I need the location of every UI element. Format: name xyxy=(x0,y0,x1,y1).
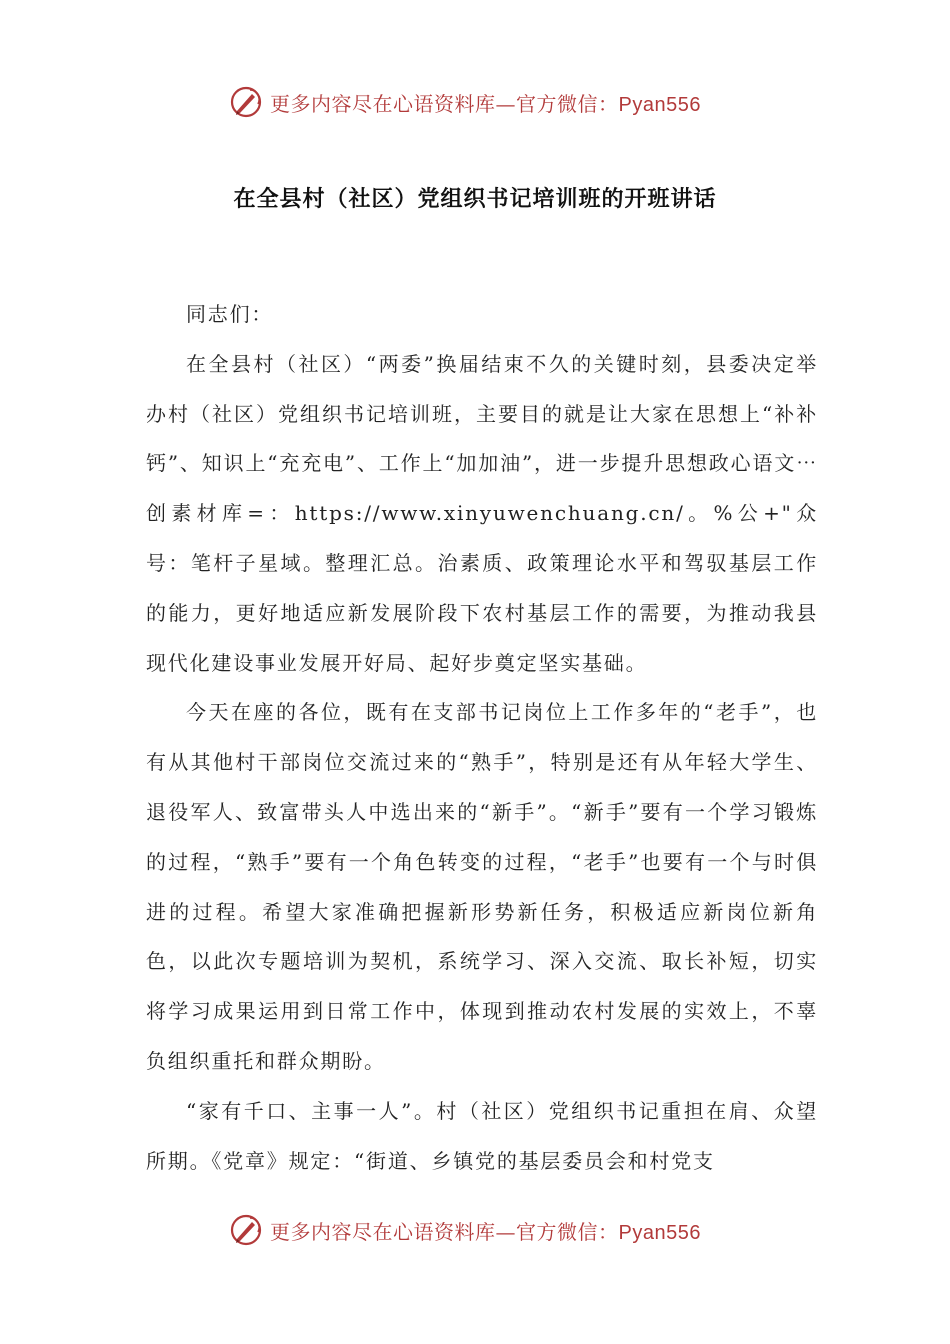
pen-logo-icon xyxy=(228,1212,264,1248)
document-body xyxy=(146,290,818,1186)
paragraph-greeting: 同志们： xyxy=(186,302,274,326)
document-title: 在全县村（社区）党组织书记培训班的开班讲话 xyxy=(233,187,717,212)
header-banner-id: Pyan556 xyxy=(618,93,701,116)
footer-banner-id: Pyan556 xyxy=(618,1221,701,1244)
paragraph-3: “家有千口、主事一人”。村（社区）党组织书记重担在肩、众望所期。《党章》规定：“街道、乡镇党的基层委员会和村党支 xyxy=(146,1098,818,1173)
pen-logo-icon xyxy=(228,84,264,120)
paragraph-2: 今天在座的各位，既有在支部书记岗位上工作多年的“老手”，也有从其他村干部岗位交流过来的“熟手”，特别是还有从年轻大学生、退役军人、致富带头人中选出来的“新手”。“新手”要有一个学习锻炼的过程，“熟手”要有一个角色转变的过程，“老手”也要有一个与时俱进的过程。希望大家准确把握新形势新任务，积极适应新岗位新角色，以此次专题培训为契机，系统学习、深入交流、取长补短，切实将学习成果运用到日常工作中，体现到推动农村发展的实效上，不辜负组织重托和群众期盼。 xyxy=(146,700,818,1073)
footer-banner xyxy=(228,1210,748,1250)
paragraph-1: 在全县村（社区）“两委”换届结束不久的关键时刻，县委决定举办村（社区）党组织书记培训班，主要目的就是让大家在思想上“补补钙”、知识上“充充电”、工作上“加加油”，进一步提升思想政心语文⋯创素材库=：https://www.xinyuwenchuang.cn/。%公+"众号：笔杆子星域。整理汇总。治素质、政策理论水平和驾驭基层工作的能力，更好地适应新发展阶段下农村基层工作的需要，为推动我县现代化建设事业发展开好局、起好步奠定坚实基础。 xyxy=(146,351,818,675)
header-banner-text xyxy=(270,88,701,117)
footer-banner-text xyxy=(270,1216,701,1245)
header-banner xyxy=(228,82,748,122)
header-banner-cn: 更多内容尽在心语资料库—官方微信： xyxy=(270,91,619,116)
footer-banner-cn: 更多内容尽在心语资料库—官方微信： xyxy=(270,1219,619,1244)
